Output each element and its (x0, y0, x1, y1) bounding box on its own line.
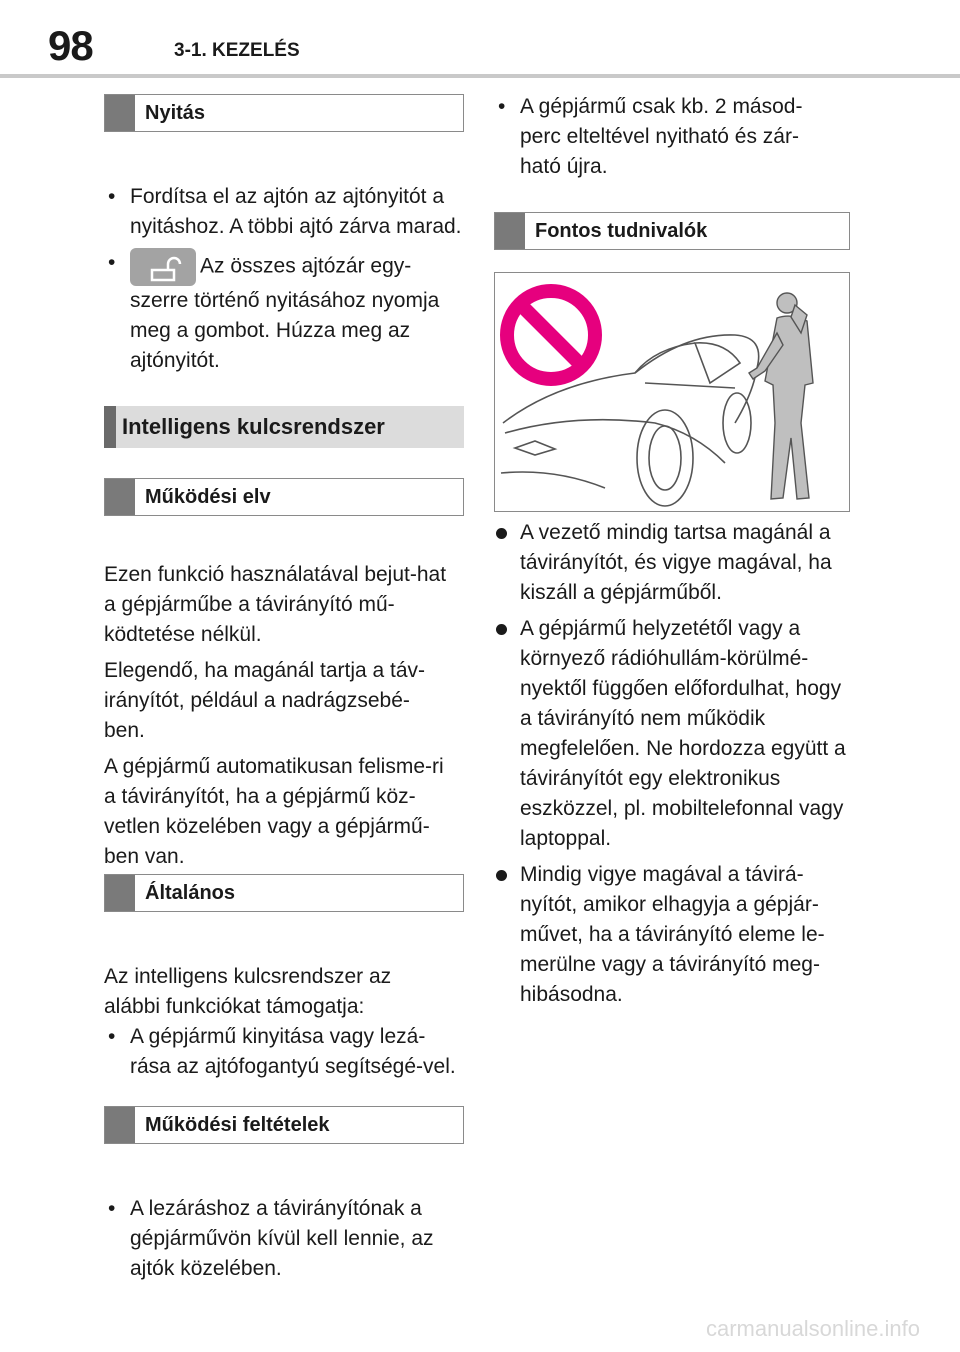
section-mukodesi-elv (104, 478, 464, 872)
list-item: • A gépjármű csak kb. 2 másod-perc elteltével nyitható és zár-ható újra. (494, 92, 820, 182)
bullet-dot (496, 528, 507, 539)
list-item: • Fordítsa el az ajtón az ajtónyitót a nyitáshoz. A többi ajtó zárva marad. (104, 182, 464, 242)
heading-label: Működési feltételek (145, 1114, 330, 1136)
list-item: • A lezáráshoz a távirányítónak a gépjárművön kívül kell lennie, az ajtók közelében. (104, 1194, 464, 1284)
warning-illustration (494, 272, 850, 512)
paragraph: A gépjármű automatikusan felisme-ri a távirányítót, ha a gépjármű köz-vetlen közelében vagy a gépjármű-ben van. (104, 755, 444, 868)
unlock-icon (130, 248, 196, 286)
heading-label: Nyitás (145, 102, 206, 124)
heading-label: Működési elv (145, 486, 271, 508)
heading-nyitas (104, 94, 464, 132)
section-altalanos (104, 874, 464, 1082)
right-column (494, 92, 850, 182)
heading-bar (105, 875, 135, 911)
heading-mukodesi-elv (104, 478, 464, 516)
heading-bar (104, 406, 116, 448)
heading-label: Általános (145, 882, 236, 904)
important-item (494, 860, 850, 1010)
prohibited-phone-near-car-icon (495, 273, 849, 511)
heading-bar (105, 95, 135, 131)
section-title: 3-1. KEZELÉS (174, 40, 300, 61)
heading-bar (105, 479, 135, 515)
unlock-button-icon (130, 248, 196, 286)
item-text: Mindig vigye magával a távirá-nyítót, amikor elhagyja a gépjár-művet, ha a távirányító eleme le-merülne vagy a távirányító meg-hibásodna. (520, 863, 825, 1006)
heading-altalanos (104, 874, 464, 912)
heading-label: Fontos tudnivalók (535, 220, 708, 242)
heading-fontos-tudnivalok (494, 212, 850, 250)
watermark[interactable]: carmanualsonline.info (705, 1316, 920, 1341)
heading-bar (105, 1107, 135, 1143)
heading-intelligens-kulcsrendszer (104, 406, 464, 448)
header-divider (0, 74, 960, 78)
heading-label: Intelligens kulcsrendszer (122, 414, 385, 439)
item-text: A gépjármű helyzetétől vagy a környező rádióhullám-körülmé-nyektől függően előfordulhat, hogy a távirányító nem működik megfelelően. Ne hordozza együtt a távirányítót egy elektronikus eszközzel, pl. mobiltelefonnal vagy laptoppal. (520, 617, 846, 850)
heading-mukodesi-feltetelek (104, 1106, 464, 1144)
heading-bar (495, 213, 525, 249)
section-fontos (494, 212, 850, 1010)
paragraph: Az intelligens kulcsrendszer az alábbi funkciókat támogatja: (104, 965, 392, 1018)
left-column (104, 94, 464, 376)
paragraph: Elegendő, ha magánál tartja a táv-irányítót, például a nadrágzsebé-ben. (104, 659, 426, 742)
paragraph: Ezen funkció használatával bejut-hat a gépjárműbe a távirányító mű-ködtetése nélkül. (104, 563, 447, 646)
list-item: • A gépjármű kinyitása vagy lezá-rása az ajtófogantyú segítségé-vel. (104, 1022, 464, 1082)
section-iks (104, 406, 464, 448)
page-number: 98 (48, 22, 93, 69)
important-item (494, 518, 850, 608)
unlock-text: Az összes ajtózár egy-szerre történő nyitásához nyomja meg a gombot. Húzza meg az ajtónyitót. (130, 254, 440, 372)
list-item-unlock (104, 248, 464, 376)
item-text: A vezető mindig tartsa magánál a távirányítót, és vigye magával, ha kiszáll a gépjárműből. (520, 521, 832, 604)
bullet-dot (496, 624, 507, 635)
important-item (494, 614, 850, 854)
bullet-dot (496, 870, 507, 881)
section-feltetelek (104, 1106, 464, 1284)
